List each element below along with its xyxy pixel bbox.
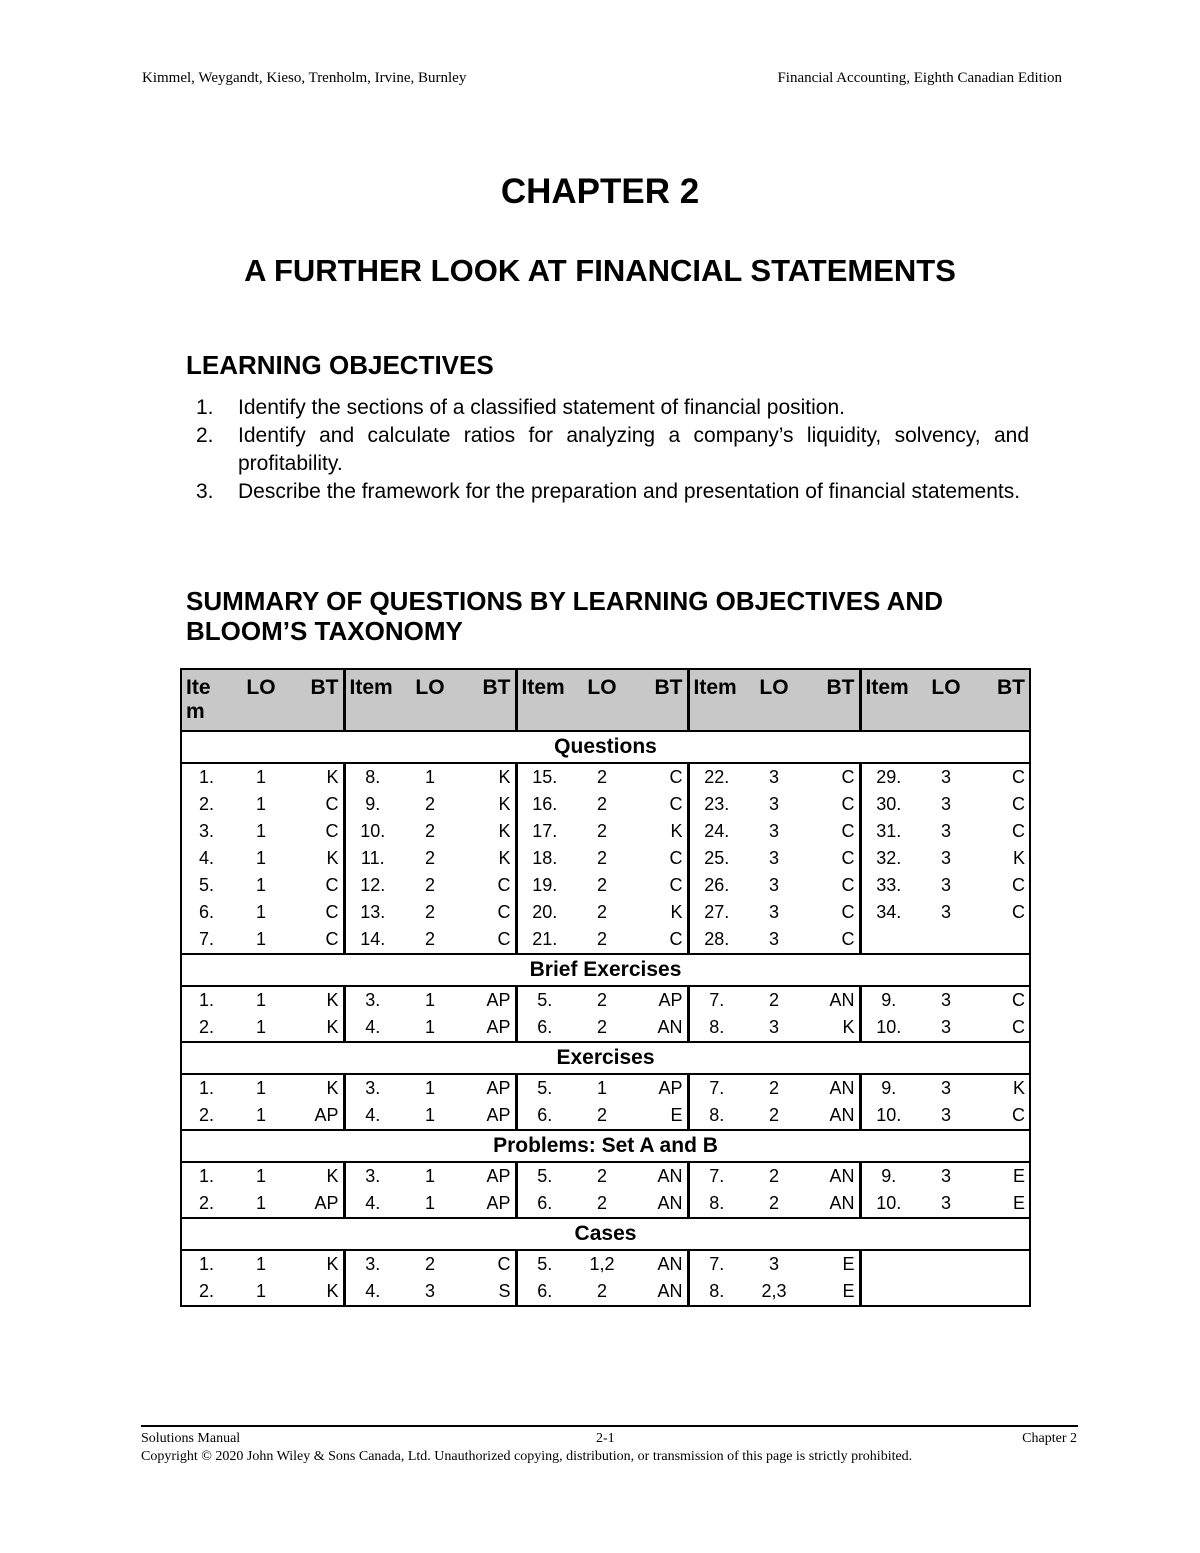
table-cell: AN [632, 1250, 688, 1278]
table-cell [860, 1278, 916, 1306]
table-cell: 17. [532, 821, 558, 841]
table-cell: K [291, 1162, 344, 1190]
section-row [181, 1218, 1030, 1250]
table-cell: 3 [940, 1193, 951, 1213]
table-cell: 3 [768, 1017, 779, 1037]
table-row [181, 1250, 1030, 1278]
table-cell: 2 [596, 875, 607, 895]
table-cell: C [460, 899, 516, 926]
table-cell: AN [804, 1102, 860, 1130]
table-row [181, 899, 1030, 926]
table-cell: 1 [424, 1193, 435, 1213]
column-header: LO [400, 669, 460, 731]
table-cell: 5. [181, 872, 231, 899]
table-cell: 2 [424, 821, 435, 841]
table-cell: 1 [424, 1166, 435, 1186]
table-row [181, 1278, 1030, 1306]
table-cell: C [291, 872, 344, 899]
table-cell: AP [460, 1102, 516, 1130]
table-cell: 2 [596, 1166, 607, 1186]
table-cell: 25. [704, 848, 730, 868]
table-cell [916, 1278, 976, 1306]
table-cell [860, 1250, 916, 1278]
table-cell: 1. [181, 1250, 231, 1278]
table-cell: 2 [596, 821, 607, 841]
table-cell: 3 [768, 875, 779, 895]
running-header-book: Financial Accounting, Eighth Canadian Edition [777, 70, 1062, 86]
table-cell: AP [632, 986, 688, 1014]
table-cell: K [291, 763, 344, 791]
table-cell: 18. [532, 848, 558, 868]
summary-table-body [181, 731, 1030, 1306]
table-cell: 1 [255, 990, 266, 1010]
table-cell: 3 [940, 1105, 951, 1125]
table-cell: AP [460, 1014, 516, 1042]
table-cell: 10. [876, 1105, 902, 1125]
table-cell: 1 [424, 1017, 435, 1037]
table-cell: 5. [537, 1166, 553, 1186]
table-cell: 22. [704, 767, 730, 787]
table-cell: 1. [181, 1074, 231, 1102]
table-cell: C [460, 1250, 516, 1278]
table-cell: 1 [255, 902, 266, 922]
table-cell: C [804, 926, 860, 954]
table-cell: C [291, 926, 344, 954]
table-cell: 3 [940, 821, 951, 841]
table-cell: AP [460, 1074, 516, 1102]
table-cell: 14. [360, 929, 386, 949]
table-cell: 7. [709, 1078, 725, 1098]
table-cell: K [460, 791, 516, 818]
table-cell: C [804, 791, 860, 818]
table-cell: C [976, 791, 1030, 818]
table-cell: E [804, 1250, 860, 1278]
table-cell: AN [804, 1190, 860, 1218]
table-cell: 3 [400, 1278, 460, 1306]
table-cell: 3. [365, 1078, 381, 1098]
table-cell: 2 [424, 848, 435, 868]
section-row [181, 1130, 1030, 1162]
table-cell: 1 [596, 1078, 607, 1098]
table-cell: 3 [940, 848, 951, 868]
table-cell: 32. [876, 848, 902, 868]
table-cell: 2 [596, 902, 607, 922]
table-cell: 21. [532, 929, 558, 949]
table-row [181, 763, 1030, 791]
learning-objectives-heading: LEARNING OBJECTIVES [186, 350, 494, 380]
table-cell: 29. [876, 767, 902, 787]
footer-right: Chapter 2 [1022, 1431, 1077, 1446]
table-cell: 3 [768, 902, 779, 922]
table-cell: 3 [940, 1166, 951, 1186]
column-header: BT [460, 669, 516, 731]
table-cell: K [291, 1014, 344, 1042]
footer-copyright: Copyright © 2020 John Wiley & Sons Canada, Ltd. Unauthorized copying, distribution, or transmission of this page is strictly prohibited. [141, 1449, 913, 1464]
table-cell: 2 [424, 929, 435, 949]
table-cell: 9. [365, 794, 381, 814]
learning-objectives-list [186, 394, 1029, 506]
table-cell: K [976, 1074, 1030, 1102]
table-cell: AP [632, 1074, 688, 1102]
table-cell: 4. [365, 1105, 381, 1125]
table-cell: 1 [424, 1078, 435, 1098]
table-cell [916, 1250, 976, 1278]
column-header: LO [916, 669, 976, 731]
table-cell: AN [632, 1014, 688, 1042]
table-cell: C [804, 872, 860, 899]
table-cell: 2 [424, 902, 435, 922]
table-cell: 2 [768, 1105, 779, 1125]
table-cell: S [460, 1278, 516, 1306]
footer-left: Solutions Manual [141, 1431, 241, 1446]
table-cell: K [291, 845, 344, 872]
table-cell: 3 [940, 1078, 951, 1098]
table-cell: 1 [424, 990, 435, 1010]
table-cell: 3 [768, 929, 779, 949]
learning-objective-item [186, 394, 1029, 422]
table-cell: 16. [532, 794, 558, 814]
table-cell: 4. [365, 1017, 381, 1037]
table-cell: 2. [181, 1102, 231, 1130]
column-header: BT [291, 669, 344, 731]
table-cell: 10. [876, 1193, 902, 1213]
column-header: Ite m [181, 669, 231, 731]
table-cell: 26. [704, 875, 730, 895]
table-cell: K [632, 899, 688, 926]
table-row [181, 791, 1030, 818]
table-cell: AP [460, 986, 516, 1014]
section-title: Brief Exercises [181, 954, 1030, 986]
column-header: BT [632, 669, 688, 731]
table-cell [976, 1278, 1030, 1306]
table-cell: 1 [255, 1105, 266, 1125]
table-row [181, 986, 1030, 1014]
table-cell: 1 [255, 1193, 266, 1213]
table-cell: 1 [255, 1254, 266, 1274]
column-header: LO [231, 669, 291, 731]
table-cell: 6. [537, 1105, 553, 1125]
learning-objective-item [186, 422, 1029, 478]
table-cell: 2 [424, 875, 435, 895]
table-cell: 3. [365, 990, 381, 1010]
table-cell: K [291, 1278, 344, 1306]
table-cell: 1. [181, 1162, 231, 1190]
table-cell: 10. [876, 1017, 902, 1037]
table-cell: 2 [596, 767, 607, 787]
table-cell: 1 [255, 1078, 266, 1098]
table-cell: C [632, 926, 688, 954]
table-cell: 1 [255, 1166, 266, 1186]
column-header: BT [976, 669, 1030, 731]
column-header: Item [344, 669, 400, 731]
table-cell: K [291, 1250, 344, 1278]
table-cell: K [632, 818, 688, 845]
table-cell: 20. [532, 902, 558, 922]
table-cell: E [632, 1102, 688, 1130]
table-row [181, 1162, 1030, 1190]
table-cell: C [632, 845, 688, 872]
table-cell: 4. [344, 1278, 400, 1306]
section-title: Cases [181, 1218, 1030, 1250]
section-row [181, 731, 1030, 763]
table-cell: 2. [181, 1190, 231, 1218]
table-cell: AN [804, 1162, 860, 1190]
column-header: BT [804, 669, 860, 731]
table-row [181, 1014, 1030, 1042]
footer-page-number: 2-1 [596, 1431, 615, 1446]
table-cell: 3 [768, 1254, 779, 1274]
table-cell: C [976, 1102, 1030, 1130]
column-header: LO [744, 669, 804, 731]
table-cell: K [976, 845, 1030, 872]
column-header: Item [860, 669, 916, 731]
table-row [181, 1190, 1030, 1218]
table-cell: 15. [532, 767, 558, 787]
table-cell: E [804, 1278, 860, 1306]
table-cell: 2,3 [744, 1278, 804, 1306]
table-cell: 1 [255, 1017, 266, 1037]
table-cell: 2 [596, 1017, 607, 1037]
table-cell [976, 926, 1030, 954]
running-header-authors: Kimmel, Weygandt, Kieso, Trenholm, Irvine, Burnley [142, 70, 467, 86]
table-cell: 19. [532, 875, 558, 895]
table-cell: 1 [255, 875, 266, 895]
objective-number: 1. [196, 396, 214, 419]
table-cell: 31. [876, 821, 902, 841]
table-cell: 3. [365, 1166, 381, 1186]
table-cell: AP [291, 1190, 344, 1218]
table-cell: 8. [365, 767, 381, 787]
objective-text: Identify the sections of a classified statement of financial position. [238, 396, 846, 419]
table-cell: 2 [596, 794, 607, 814]
table-cell: C [804, 845, 860, 872]
table-cell: 28. [704, 929, 730, 949]
table-row [181, 845, 1030, 872]
table-cell: 23. [704, 794, 730, 814]
table-row [181, 818, 1030, 845]
table-cell: 6. [181, 899, 231, 926]
table-cell: 5. [537, 1254, 553, 1274]
chapter-title: CHAPTER 2 [500, 172, 700, 211]
table-cell: 12. [360, 875, 386, 895]
objective-number: 2. [196, 424, 214, 447]
table-cell [916, 926, 976, 954]
table-cell: 10. [360, 821, 386, 841]
table-cell: C [291, 818, 344, 845]
summary-table [180, 668, 1031, 1307]
table-cell: 3 [768, 848, 779, 868]
table-cell: 1 [255, 929, 266, 949]
summary-heading: SUMMARY OF QUESTIONS BY LEARNING OBJECTIVES AND BLOOM’S TAXONOMY [186, 586, 943, 646]
column-header: LO [572, 669, 632, 731]
table-cell: 3 [768, 794, 779, 814]
table-cell: 1 [424, 767, 435, 787]
table-cell: C [804, 899, 860, 926]
table-cell: C [291, 899, 344, 926]
section-row [181, 1042, 1030, 1074]
table-cell: 8. [709, 1105, 725, 1125]
table-cell: C [976, 872, 1030, 899]
table-cell: 1. [181, 763, 231, 791]
table-cell: E [976, 1162, 1030, 1190]
table-cell: 2 [768, 1078, 779, 1098]
table-cell: C [976, 986, 1030, 1014]
table-cell: 1 [255, 848, 266, 868]
table-cell: 34. [876, 902, 902, 922]
table-cell: 9. [881, 990, 897, 1010]
table-cell: 3 [940, 990, 951, 1010]
table-cell: 3 [940, 767, 951, 787]
table-cell: 6. [537, 1017, 553, 1037]
table-cell: 3 [940, 875, 951, 895]
table-cell: 1 [424, 1105, 435, 1125]
table-cell: C [976, 899, 1030, 926]
table-cell: 3 [768, 821, 779, 841]
table-cell: 24. [704, 821, 730, 841]
table-row [181, 872, 1030, 899]
column-header: Item [688, 669, 744, 731]
table-cell: K [291, 986, 344, 1014]
table-cell: 3 [940, 902, 951, 922]
table-cell: 6. [516, 1278, 572, 1306]
table-cell: E [976, 1190, 1030, 1218]
learning-objective-item [186, 478, 1029, 506]
table-cell: 7. [709, 990, 725, 1010]
table-cell: AP [460, 1190, 516, 1218]
table-cell: C [976, 763, 1030, 791]
table-cell: AP [291, 1102, 344, 1130]
footer-rule [141, 1425, 1078, 1427]
section-title: Problems: Set A and B [181, 1130, 1030, 1162]
table-cell: K [460, 818, 516, 845]
table-cell: AN [804, 986, 860, 1014]
table-cell: 2 [596, 1193, 607, 1213]
table-cell: 5. [537, 1078, 553, 1098]
table-cell: C [976, 1014, 1030, 1042]
table-cell: 7. [709, 1166, 725, 1186]
table-cell: 1 [255, 821, 266, 841]
table-cell: 1 [231, 1278, 291, 1306]
table-cell: 8. [709, 1193, 725, 1213]
table-cell: 4. [181, 845, 231, 872]
table-cell: 13. [360, 902, 386, 922]
table-cell: AN [632, 1190, 688, 1218]
table-cell: 3 [940, 1017, 951, 1037]
table-cell: 2 [596, 1105, 607, 1125]
table-cell: AN [632, 1162, 688, 1190]
table-row [181, 926, 1030, 954]
table-cell: 9. [881, 1166, 897, 1186]
table-cell: 3 [940, 794, 951, 814]
table-cell: C [291, 791, 344, 818]
objective-text: Describe the framework for the preparation and presentation of financial statements. [238, 480, 1021, 503]
table-cell: K [291, 1074, 344, 1102]
table-cell: AN [804, 1074, 860, 1102]
table-cell: 2. [181, 791, 231, 818]
table-cell: K [460, 845, 516, 872]
table-cell: 1 [255, 794, 266, 814]
table-cell: 3 [768, 767, 779, 787]
column-header: Item [516, 669, 572, 731]
table-cell: K [804, 1014, 860, 1042]
table-cell: C [804, 763, 860, 791]
table-cell: C [976, 818, 1030, 845]
table-cell [976, 1250, 1030, 1278]
header-row [181, 669, 1030, 731]
table-cell: 2 [768, 1166, 779, 1186]
table-row [181, 1074, 1030, 1102]
table-cell: 1,2 [589, 1254, 615, 1274]
summary-table-header [181, 669, 1030, 731]
table-cell: 2 [768, 1193, 779, 1213]
table-cell: C [460, 872, 516, 899]
table-cell: 33. [876, 875, 902, 895]
table-cell: 7. [181, 926, 231, 954]
table-cell: 1. [181, 986, 231, 1014]
table-cell: 3. [181, 818, 231, 845]
chapter-subtitle: A FURTHER LOOK AT FINANCIAL STATEMENTS [244, 253, 956, 288]
table-cell: 2 [596, 848, 607, 868]
table-cell [860, 926, 916, 954]
table-cell: K [460, 763, 516, 791]
table-cell: AN [632, 1278, 688, 1306]
table-cell: 7. [709, 1254, 725, 1274]
table-cell: 11. [360, 848, 385, 868]
table-cell: 9. [881, 1078, 897, 1098]
table-cell: 4. [365, 1193, 381, 1213]
table-cell: 2 [596, 929, 607, 949]
objective-text: Identify and calculate ratios for analyzing a company’s liquidity, solvency, and profitability. [238, 424, 1029, 475]
table-cell: 8. [709, 1017, 725, 1037]
table-cell: 2 [768, 990, 779, 1010]
table-cell: 2 [424, 794, 435, 814]
table-cell: 6. [537, 1193, 553, 1213]
table-cell: C [804, 818, 860, 845]
table-cell: 2 [572, 1278, 632, 1306]
table-cell: C [460, 926, 516, 954]
table-cell: 30. [876, 794, 902, 814]
table-cell: 3. [365, 1254, 381, 1274]
table-cell: 2 [424, 1254, 435, 1274]
table-cell: 27. [704, 902, 730, 922]
table-cell: 8. [688, 1278, 744, 1306]
section-row [181, 954, 1030, 986]
table-cell: 2. [181, 1278, 231, 1306]
table-cell: 5. [537, 990, 553, 1010]
table-cell: AP [460, 1162, 516, 1190]
section-title: Questions [181, 731, 1030, 763]
table-cell: C [632, 791, 688, 818]
section-title: Exercises [181, 1042, 1030, 1074]
table-cell: 2 [596, 990, 607, 1010]
table-row [181, 1102, 1030, 1130]
table-cell: C [632, 763, 688, 791]
table-cell: 2. [181, 1014, 231, 1042]
table-cell: C [632, 872, 688, 899]
objective-number: 3. [196, 480, 214, 503]
table-cell: 1 [255, 767, 266, 787]
